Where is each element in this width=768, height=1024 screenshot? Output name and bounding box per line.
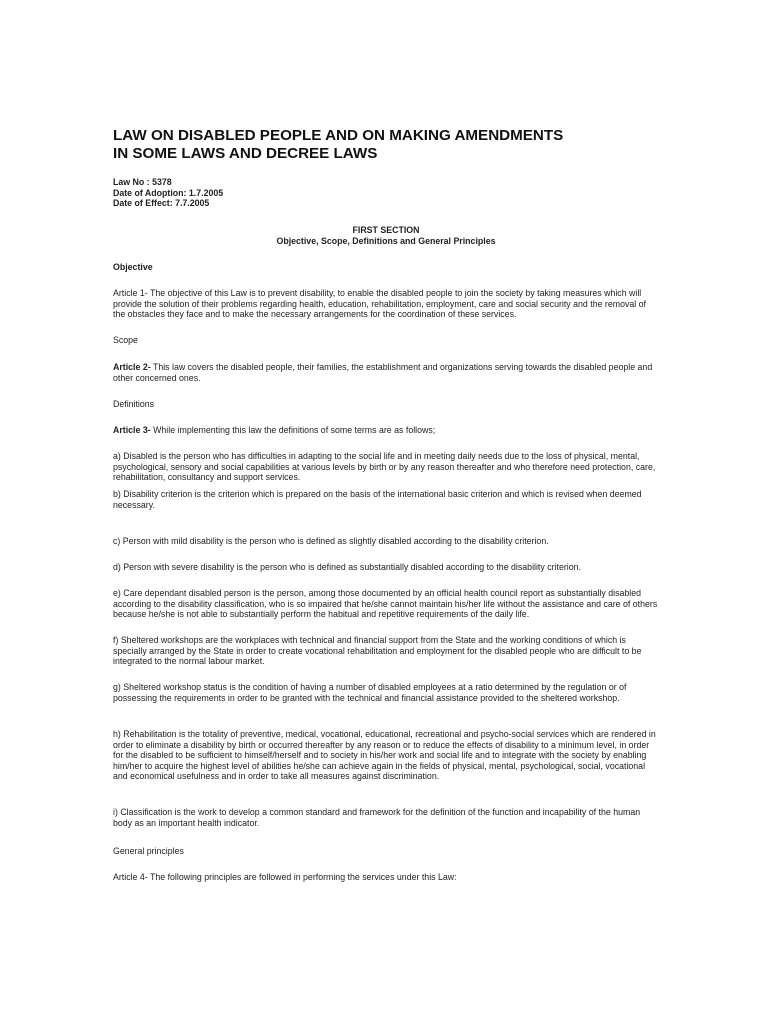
- article-3-text: While implementing this law the definitions of some terms are as follows;: [150, 425, 436, 435]
- document-title: [113, 127, 673, 163]
- scope-heading: Scope: [113, 335, 138, 345]
- article-1: Article 1- The objective of this Law is to prevent disability, to enable the disabled people to join the society by taking measures which will provide the solution of their problems regarding health, education, rehabilitation, employment, care and social security and the removal of the obstacles they face and to make the necessary arrangements for the coordination of these services.: [113, 288, 647, 319]
- title-line-1: LAW ON DISABLED PEOPLE AND ON MAKING AMENDMENTS: [113, 127, 564, 144]
- definition-a: a) Disabled is the person who has difficulties in adapting to the social life and in meeting daily needs due to the loss of physical, mental, psychological, sensory and social capabilities at various levels by birth or by any reason thereafter and who therefore need protection, care, rehabilitation, consultancy and support services.: [113, 451, 656, 482]
- article-2-label: Article 2-: [113, 362, 151, 372]
- section-heading: FIRST SECTION: [352, 225, 420, 235]
- definition-b: b) Disability criterion is the criterion which is prepared on the basis of the international basic criterion and which is revised when deemed necessary.: [113, 489, 642, 510]
- law-number: Law No : 5378: [113, 177, 172, 187]
- definition-c: c) Person with mild disability is the person who is defined as slightly disabled according to the disability criterion.: [113, 536, 549, 546]
- section-header: [113, 225, 659, 246]
- article-3: [113, 425, 659, 436]
- date-of-adoption: Date of Adoption: 1.7.2005: [113, 187, 224, 198]
- definition-h: h) Rehabilitation is the totality of preventive, medical, vocational, educational, recreational and psycho-social services which are rendered in order to eliminate a disability by birth or occurred thereafter by any reason or to reduce the effects of disability to a minimum level, in order for the disabled to be sufficient to himself/herself and to society in his/her work and social life and to integrate with the society by enabling him/her to acquire the highest level of abilities he/she can achieve again in the fields of physical, mental, psychological, social, vocational and economical usefulness and in order to take all measures against discrimination.: [113, 729, 656, 781]
- title-line-2: IN SOME LAWS AND DECREE LAWS: [113, 145, 378, 162]
- definitions-heading: Definitions: [113, 399, 155, 409]
- definition-i: i) Classification is the work to develop a common standard and framework for the definition of the function and incapability of the human body as an important health indicator.: [113, 807, 641, 828]
- definition-d: d) Person with severe disability is the person who is defined as substantially disabled according to the disability criterion.: [113, 562, 581, 572]
- law-meta: [113, 177, 659, 209]
- date-of-effect: Date of Effect: 7.7.2005: [113, 198, 210, 208]
- article-2: [113, 362, 659, 383]
- section-subheading: Objective, Scope, Definitions and General Principles: [276, 235, 496, 246]
- definition-e: e) Care dependant disabled person is the person, among those documented by an official health council report as substantially disabled according to the disability classification, who is so impaired that he/she cannot maintain his/her life without the assistance and care of others because he/she is not able to substantially perform the habitual and repetitive requirements of the daily life.: [113, 588, 658, 619]
- article-3-label: Article 3-: [113, 425, 151, 435]
- article-2-text: This law covers the disabled people, their families, the establishment and organizations serving towards the disabled people and other concerned ones.: [113, 362, 653, 383]
- definition-f: f) Sheltered workshops are the workplaces with technical and financial support from the State and the working conditions of which is specially arranged by the State in order to create vocational rehabilitation and employment for the disabled people who are difficult to be integrated to the normal labour market.: [113, 635, 642, 666]
- general-principles-heading: General principles: [113, 846, 184, 856]
- objective-heading: Objective: [113, 262, 153, 272]
- definition-g: g) Sheltered workshop status is the condition of having a number of disabled employees at a ratio determined by the regulation or of possessing the requirements in order to be granted with the technical and financial assistance provided to the sheltered workshop.: [113, 682, 627, 703]
- article-4: Article 4- The following principles are followed in performing the services under this Law:: [113, 872, 457, 882]
